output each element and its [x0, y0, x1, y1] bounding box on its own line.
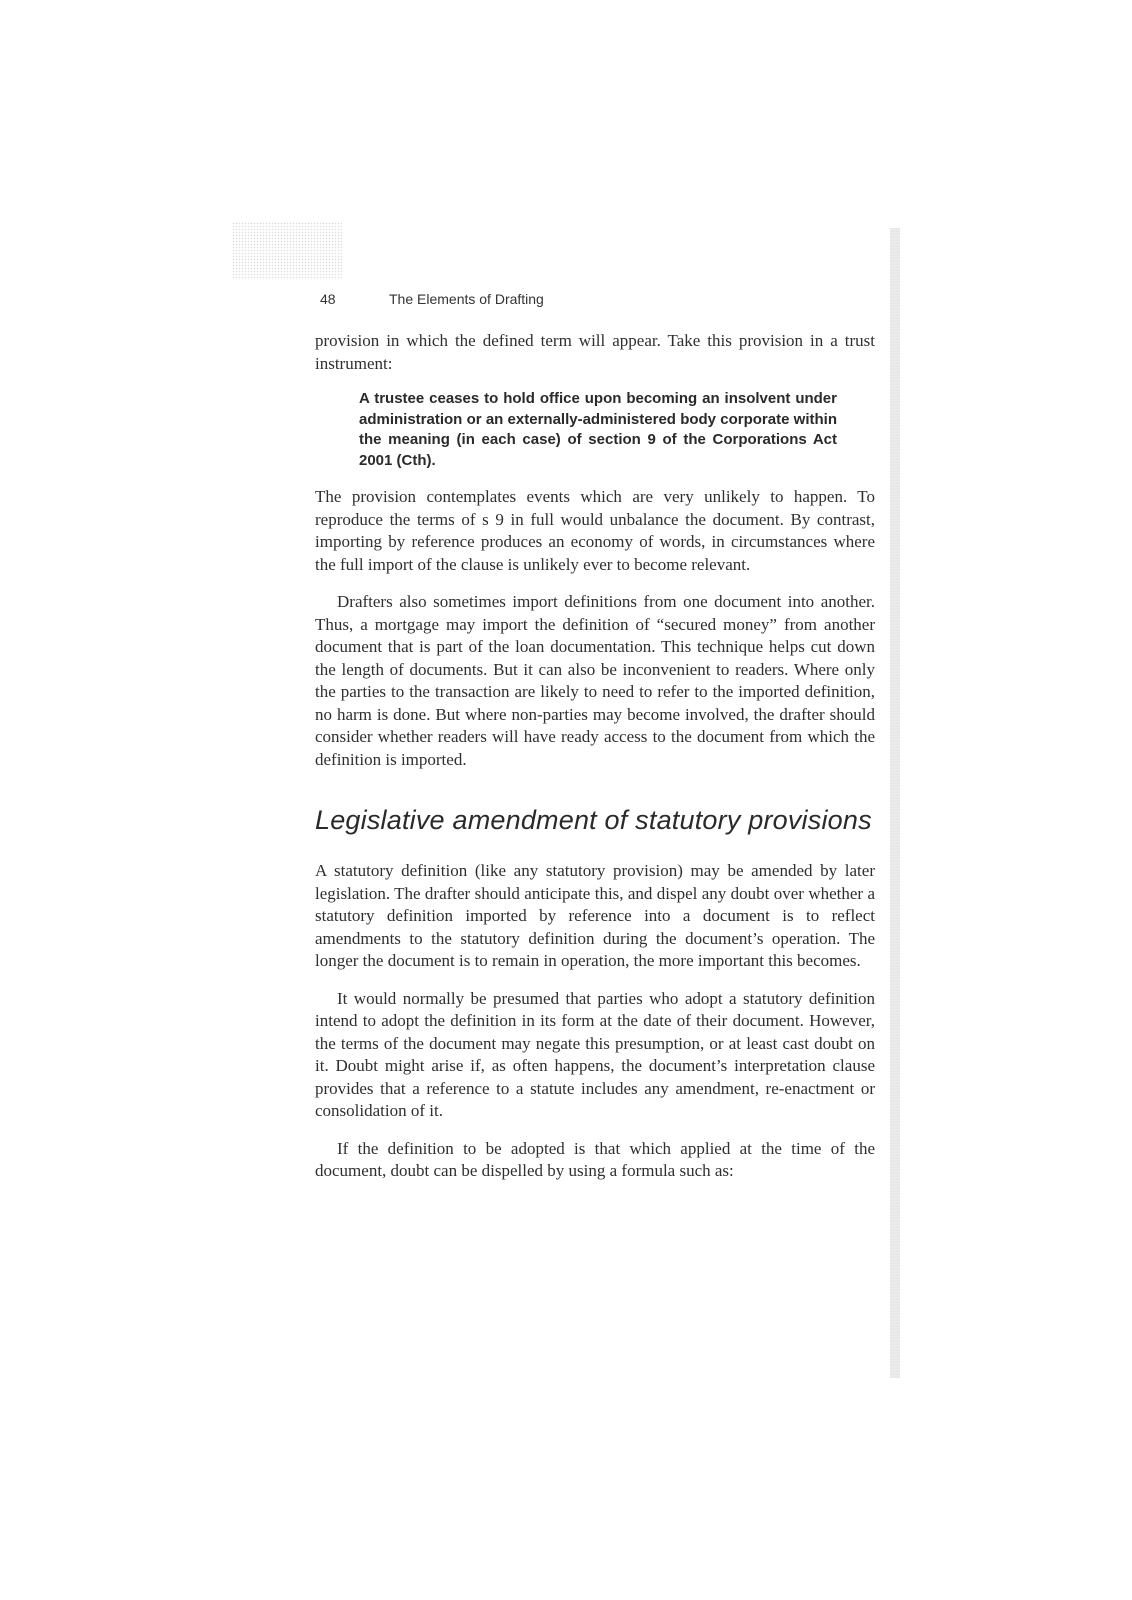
running-title: The Elements of Drafting	[389, 291, 544, 307]
paragraph-statutory-definition: A statutory definition (like any statutory provision) may be amended by later legislation. The drafter should anticipate this, and dispel any doubt over whether a statutory definition imported by reference into a document is to reflect amendments to the statutory definition during the document’s operation. The longer the document is to remain in operation, the more important this becomes.	[315, 861, 875, 970]
page-body	[315, 330, 875, 1183]
scan-edge-shadow	[890, 228, 900, 1378]
paragraph-intro: provision in which the defined term will appear. Take this provision in a trust instrument:	[315, 331, 875, 373]
page-number: 48	[320, 291, 336, 307]
page-header	[320, 291, 880, 311]
paragraph-drafters-import: Drafters also sometimes import definitions from one document into another. Thus, a mortgage may import the definition of “secured money” from another document that is part of the loan documentation. This technique helps cut down the length of documents. But it can also be inconvenient to readers. Where only the parties to the transaction are likely to need to refer to the imported definition, no harm is done. But where non-parties may become involved, the drafter should consider whether readers will have ready access to the document from which the definition is imported.	[315, 592, 875, 769]
quoted-provision: A trustee ceases to hold office upon becoming an insolvent under administration or an externally-administered body corporate within the meaning (in each case) of section 9 of the Corporations Act 2001 (Cth).	[359, 390, 837, 469]
paragraph-contemplates: The provision contemplates events which are very unlikely to happen. To reproduce the terms of s 9 in full would unbalance the document. By contrast, importing by reference produces an economy of words, in circumstances where the full import of the clause is unlikely ever to become relevant.	[315, 487, 875, 574]
section-heading: Legislative amendment of statutory provisions	[315, 805, 872, 835]
paragraph-formula: If the definition to be adopted is that which applied at the time of the document, doubt can be dispelled by using a formula such as:	[315, 1138, 875, 1180]
paragraph-presumption: It would normally be presumed that parties who adopt a statutory definition intend to adopt the definition in its form at the date of their document. However, the terms of the document may negate this presumption, or at least cast doubt on it. Doubt might arise if, as often happens, the document’s interpretation clause provides that a reference to a statute includes any amendment, re-enactment or consolidation of it.	[315, 988, 875, 1120]
scan-noise	[232, 222, 342, 280]
